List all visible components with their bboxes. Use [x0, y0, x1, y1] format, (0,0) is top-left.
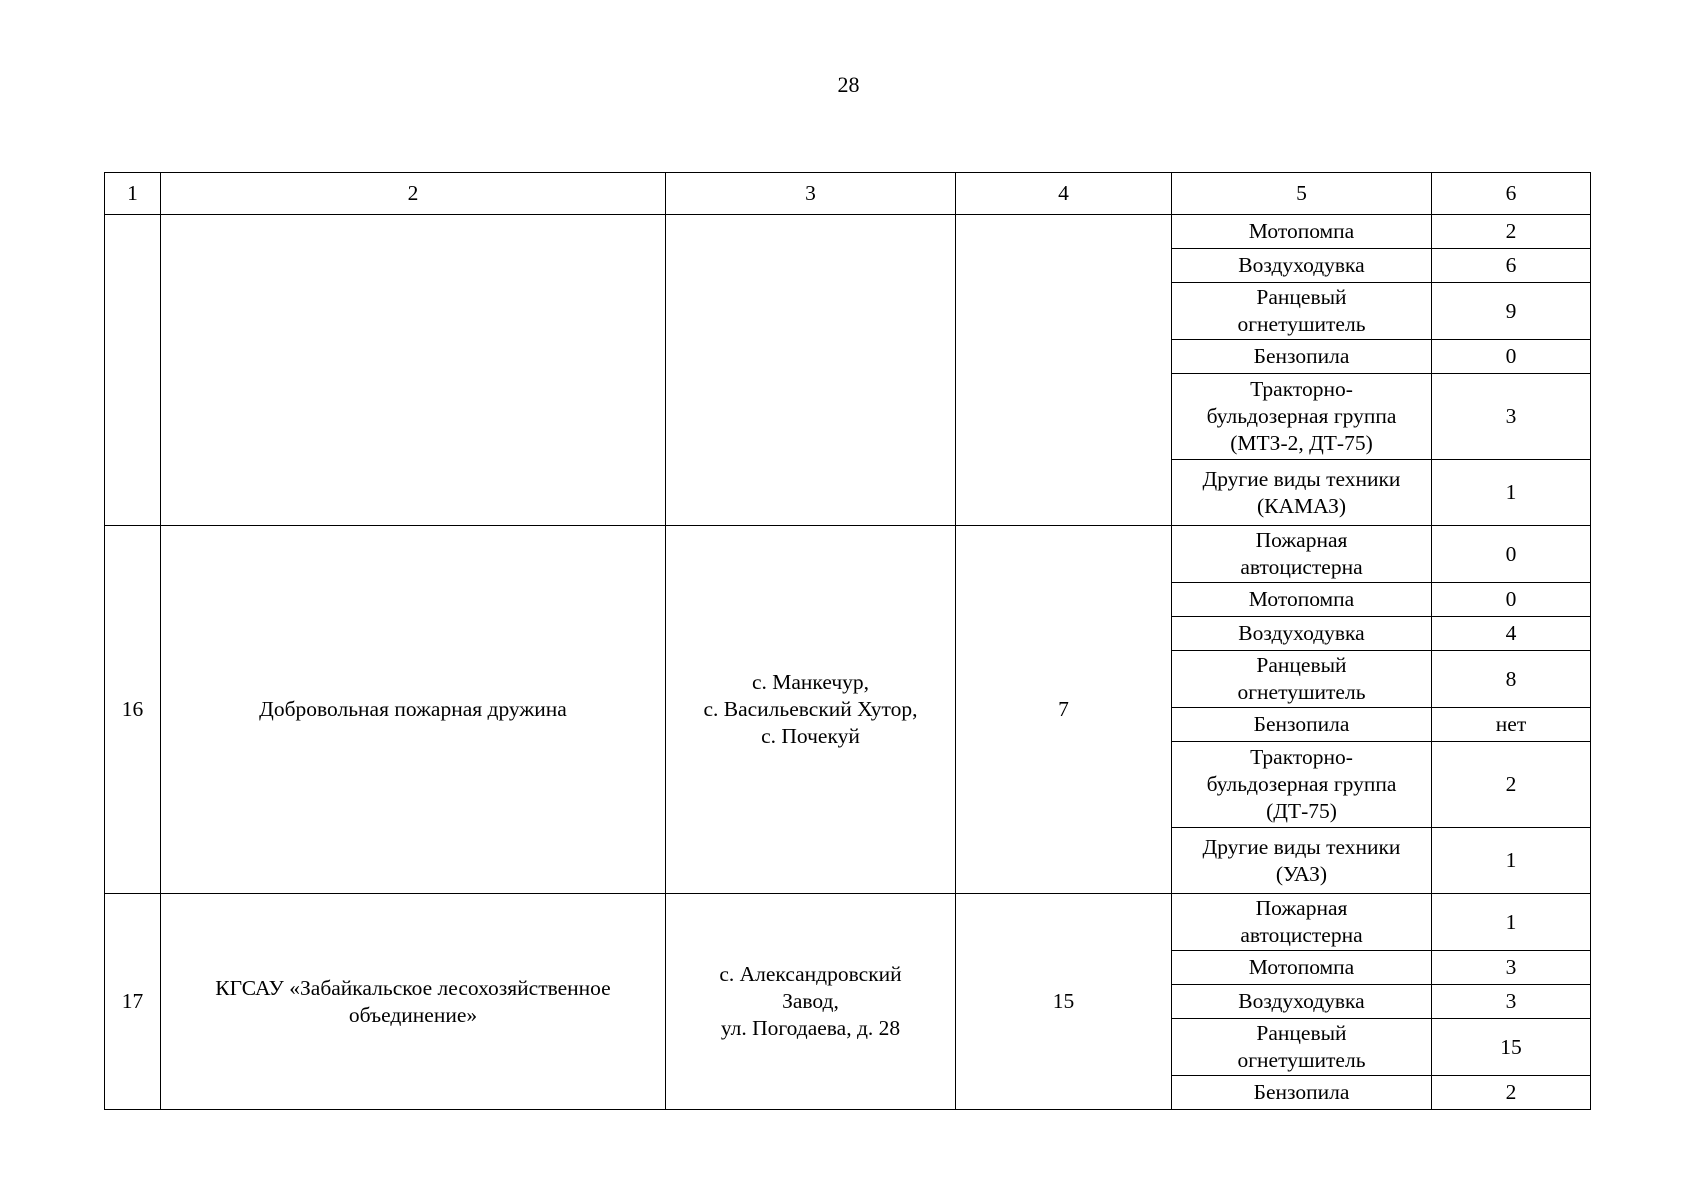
equipment-name-cell: [1172, 460, 1432, 526]
row-number-cell: [105, 215, 161, 526]
equipment-name-cell: [1172, 708, 1432, 742]
equipment-count-cell: 2: [1432, 1076, 1591, 1110]
equipment-count-cell: 15: [1432, 1019, 1591, 1076]
equipment-count-cell: 3: [1432, 374, 1591, 460]
equipment-name-line: огнетушитель: [1237, 312, 1366, 336]
equipment-name-line: (КАМАЗ): [1256, 493, 1347, 518]
personnel-count-cell: 7: [956, 526, 1172, 894]
equipment-name-line: Мотопомпа: [1248, 587, 1355, 611]
equipment-name-line: Ранцевый: [1256, 285, 1347, 309]
equipment-count-cell: 3: [1432, 951, 1591, 985]
column-number-cell: 3: [666, 173, 956, 215]
equipment-name-line: (ДТ-75): [1266, 799, 1337, 823]
equipment-count-cell: 3: [1432, 985, 1591, 1019]
organization-cell: КГСАУ «Забайкальское лесохозяйственное объединение»: [161, 894, 666, 1110]
personnel-count-cell: [956, 215, 1172, 526]
equipment-count-cell: 1: [1432, 894, 1591, 951]
table-row: [105, 526, 1591, 583]
equipment-name-line: Тракторно-: [1250, 745, 1353, 769]
equipment-name-line: Бензопила: [1253, 344, 1350, 368]
equipment-count-cell: 1: [1432, 828, 1591, 894]
equipment-name-cell: [1172, 985, 1432, 1019]
equipment-name-line: Воздуходувка: [1238, 989, 1365, 1013]
equipment-name-line: огнетушитель: [1237, 1048, 1366, 1072]
personnel-count-cell: 15: [956, 894, 1172, 1110]
equipment-name-line: (МТЗ-2, ДТ-75): [1230, 431, 1373, 455]
equipment-name-line: Другие виды техники: [1202, 466, 1401, 491]
location-cell: [666, 894, 956, 1110]
equipment-name-cell: [1172, 215, 1432, 249]
column-number-cell: 5: [1172, 173, 1432, 215]
equipment-name-line: огнетушитель: [1237, 680, 1366, 704]
equipment-count-cell: нет: [1432, 708, 1591, 742]
location-cell: [666, 215, 956, 526]
page-number: 28: [837, 72, 860, 97]
equipment-count-cell: 4: [1432, 617, 1591, 651]
equipment-name-cell: [1172, 340, 1432, 374]
equipment-name-line: Воздуходувка: [1238, 253, 1365, 277]
equipment-count-cell: 8: [1432, 651, 1591, 708]
equipment-name-cell: [1172, 651, 1432, 708]
location-line: с. Александровский: [719, 962, 902, 986]
equipment-name-line: автоцистерна: [1240, 923, 1363, 947]
equipment-name-line: Бензопила: [1253, 712, 1350, 736]
equipment-name-line: (УАЗ): [1275, 861, 1328, 886]
equipment-count-cell: 9: [1432, 283, 1591, 340]
equipment-name-cell: [1172, 617, 1432, 651]
location-cell: [666, 526, 956, 894]
location-line: Завод,: [782, 989, 839, 1013]
equipment-name-cell: [1172, 283, 1432, 340]
equipment-count-cell: 1: [1432, 460, 1591, 526]
location-line: с. Манкечур,: [751, 670, 870, 694]
equipment-name-cell: [1172, 249, 1432, 283]
equipment-name-cell: [1172, 1019, 1432, 1076]
equipment-count-cell: 2: [1432, 215, 1591, 249]
equipment-name-line: Ранцевый: [1256, 653, 1347, 677]
equipment-name-line: Ранцевый: [1256, 1021, 1347, 1045]
equipment-name-cell: [1172, 583, 1432, 617]
equipment-name-line: Тракторно-: [1250, 377, 1353, 401]
equipment-name-line: Пожарная: [1255, 528, 1348, 552]
equipment-name-cell: [1172, 951, 1432, 985]
table-row: [105, 215, 1591, 249]
equipment-name-cell: [1172, 894, 1432, 951]
equipment-name-line: Пожарная: [1255, 896, 1348, 920]
organization-cell: Добровольная пожарная дружина: [161, 526, 666, 894]
location-line: с. Почекуй: [761, 724, 860, 748]
column-number-cell: 6: [1432, 173, 1591, 215]
equipment-name-line: Воздуходувка: [1238, 621, 1365, 645]
equipment-name-cell: [1172, 828, 1432, 894]
equipment-name-line: бульдозерная группа: [1206, 772, 1397, 796]
equipment-count-cell: 2: [1432, 742, 1591, 828]
row-number-cell: 16: [105, 526, 161, 894]
equipment-name-cell: [1172, 1076, 1432, 1110]
column-number-cell: 4: [956, 173, 1172, 215]
equipment-name-line: Мотопомпа: [1248, 955, 1355, 979]
organization-cell: [161, 215, 666, 526]
equipment-name-line: автоцистерна: [1240, 555, 1363, 579]
location-line: ул. Погодаева, д. 28: [720, 1016, 901, 1040]
location-line: с. Васильевский Хутор,: [703, 697, 918, 721]
equipment-count-cell: 0: [1432, 526, 1591, 583]
equipment-name-line: Мотопомпа: [1248, 219, 1355, 243]
equipment-name-line: Бензопила: [1253, 1080, 1350, 1104]
column-number-cell: 1: [105, 173, 161, 215]
equipment-name-cell: [1172, 742, 1432, 828]
table-row: [105, 894, 1591, 951]
equipment-name-cell: [1172, 526, 1432, 583]
equipment-count-cell: 0: [1432, 340, 1591, 374]
equipment-name-cell: [1172, 374, 1432, 460]
equipment-name-line: Другие виды техники: [1202, 834, 1401, 859]
column-number-row: [105, 173, 1591, 215]
equipment-name-line: бульдозерная группа: [1206, 404, 1397, 428]
equipment-count-cell: 0: [1432, 583, 1591, 617]
equipment-table: [104, 172, 1591, 1110]
row-number-cell: 17: [105, 894, 161, 1110]
column-number-cell: 2: [161, 173, 666, 215]
equipment-count-cell: 6: [1432, 249, 1591, 283]
